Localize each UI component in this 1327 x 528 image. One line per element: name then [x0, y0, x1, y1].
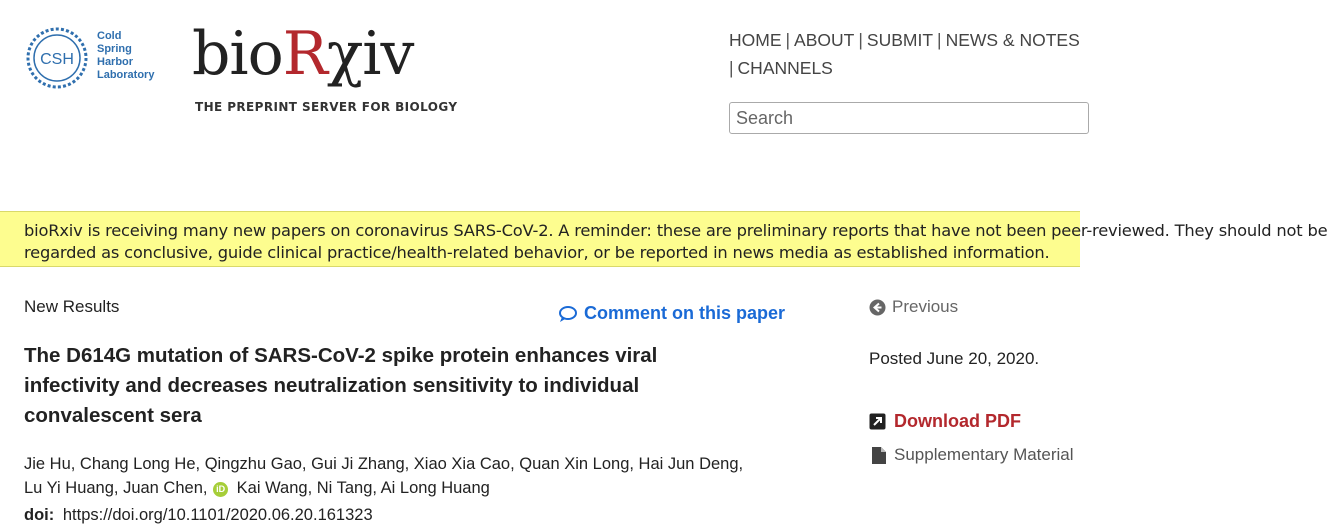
brand-wordmark — [192, 19, 452, 89]
external-link-icon — [869, 413, 886, 430]
authors-line-2-end[interactable]: Kai Wang, Ni Tang, Ai Long Huang — [236, 479, 490, 497]
brand-tagline: THE PREPRINT SERVER FOR BIOLOGY — [195, 100, 458, 114]
authors-line-2 — [24, 476, 784, 500]
csh-line: Spring — [97, 43, 132, 55]
supplementary-link[interactable] — [872, 445, 1074, 465]
nav-home[interactable]: HOME — [729, 30, 782, 50]
nav-separator: | — [937, 30, 942, 50]
csh-line: Cold — [97, 30, 122, 42]
author-list — [24, 452, 784, 500]
csh-seal-icon — [25, 26, 89, 90]
supplementary-label: Supplementary Material — [894, 445, 1074, 464]
nav-about[interactable]: ABOUT — [794, 30, 855, 50]
comment-link-label: Comment on this paper — [584, 303, 786, 323]
csh-wordmark — [97, 30, 154, 82]
csh-logo[interactable] — [25, 26, 160, 92]
nav-separator: | — [729, 58, 734, 78]
brand-r: R — [282, 19, 327, 89]
brand-suffix: χiv — [326, 19, 414, 89]
nav-channels[interactable]: CHANNELS — [737, 58, 833, 78]
nav-separator: | — [858, 30, 863, 50]
csh-line: Laboratory — [97, 69, 155, 81]
doi-link[interactable]: https://doi.org/10.1101/2020.06.20.161323 — [62, 506, 373, 524]
nav-news[interactable]: NEWS & NOTES — [945, 30, 1080, 50]
orcid-icon[interactable]: iD — [213, 482, 228, 497]
brand-prefix: bio — [192, 19, 283, 89]
covid-notice-banner — [0, 211, 1327, 267]
banner-line-1: bioRxiv is receiving many new papers on coronavirus SARS-CoV-2. A reminder: these are preliminary reports that have not been peer-reviewed. They should not be — [24, 221, 1327, 240]
document-icon — [872, 447, 886, 464]
section-label: New Results — [24, 297, 120, 316]
main-nav — [729, 26, 1080, 82]
download-pdf-link[interactable] — [869, 411, 1021, 432]
doi-label: doi: — [24, 506, 55, 524]
arrow-left-circle-icon — [869, 299, 886, 316]
speech-bubble-icon — [558, 305, 578, 323]
download-pdf-label: Download PDF — [894, 411, 1021, 431]
search-input[interactable] — [730, 103, 1100, 133]
authors-line-2-start[interactable]: Lu Yi Huang, Juan Chen, — [24, 479, 208, 497]
banner-line-2: regarded as conclusive, guide clinical practice/health-related behavior, or be reported in news media as established information. — [24, 243, 1050, 262]
csh-seal-text: CSH — [40, 51, 74, 68]
authors-line-1[interactable]: Jie Hu, Chang Long He, Qingzhu Gao, Gui Ji Zhang, Xiao Xia Cao, Quan Xin Long, Hai Jun Deng, — [24, 455, 744, 473]
doi-line — [24, 506, 373, 525]
previous-label: Previous — [892, 297, 959, 316]
nav-submit[interactable]: SUBMIT — [866, 30, 934, 50]
nav-separator: | — [785, 30, 791, 50]
biorxiv-logo[interactable] — [192, 19, 458, 122]
posted-date: Posted June 20, 2020. — [869, 349, 1040, 368]
comment-link[interactable] — [558, 303, 785, 324]
search-box — [729, 102, 1089, 134]
csh-line: Harbor — [97, 56, 134, 68]
previous-link[interactable] — [869, 297, 958, 317]
article-title: The D614G mutation of SARS-CoV-2 spike protein enhances viral infectivity and decreases neutralization sensitivity to individual convalescent sera — [24, 344, 658, 427]
